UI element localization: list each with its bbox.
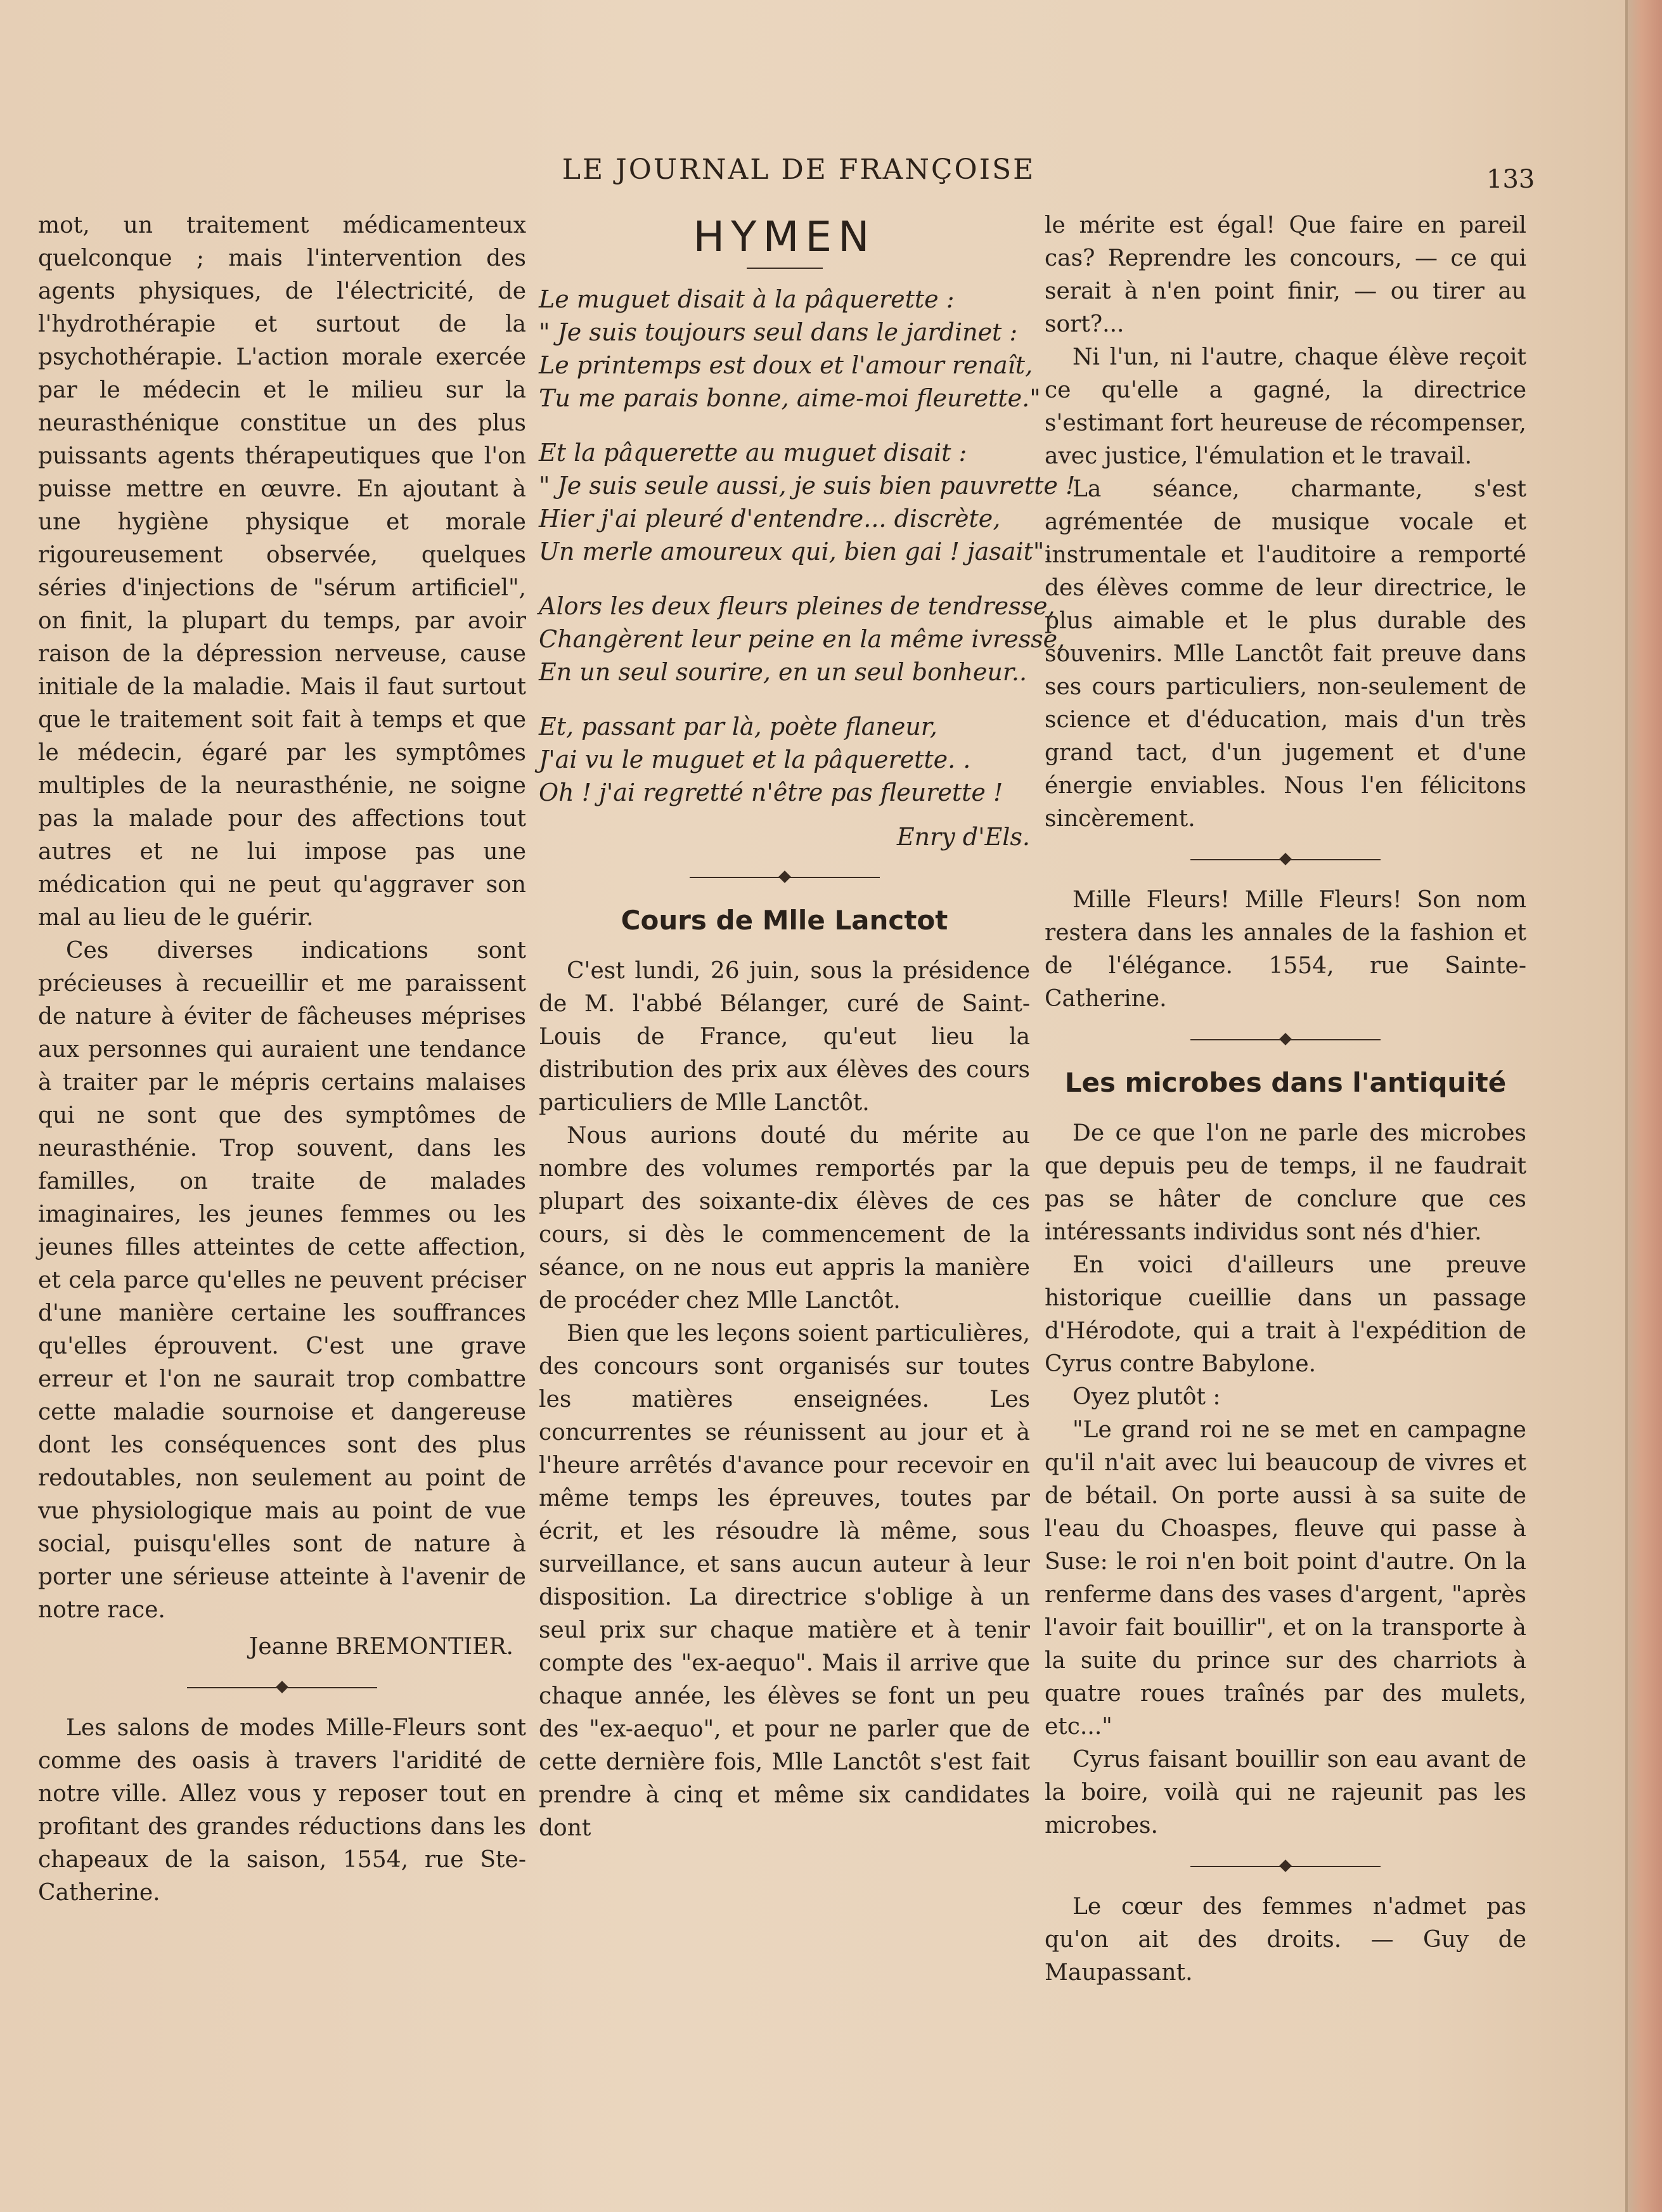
poem-line: Oh ! j'ai regretté n'être pas fleurette ! [539,779,1003,806]
article-paragraph: Cyrus faisant bouillir son eau avant de la boire, voilà qui ne rajeunit pas les microbes. [1045,1747,1526,1839]
article-paragraph: mot, un traitement médicamenteux quelconque ; mais l'intervention des agents physiques, de l'électricité, de l'hydrothérapie et surtout de la psychothérapie. L'action morale exercée par le médecin et le milieu sur la neurasthénique constitue un des plus puissants agents thérapeutiques que l'on puisse mettre en œuvre. En ajoutant à une hygiène physique et morale rigoureusement observée, quelques séries d'injections de "sérum artificiel", on finit, la plupart du temps, par avoir raison de la dépression nerveuse, cause initiale de la maladie. Mais il faut surtout que le traitement soit fait à temps et que le médecin, égaré par les symptômes multiples de la neurasthénie, ne soigne pas la malade pour des affections tout autres et ne lui impose pas une médication qui ne peut qu'aggraver son mal au lieu de le guérir. [38,212,526,931]
poem [539,283,1076,853]
section-heading: Cours de Mlle Lanctot [621,905,948,936]
article-paragraph: Bien que les leçons soient particulières, des concours sont organisés sur toutes les matières enseignées. Les concurrentes se réunissent au jour et à l'heure arrêtés d'avance pour recevoir en même temps les épreuves, toutes par écrit, et les résoudre là même, sous surveillance, et sans aucun auteur à leur disposition. La directrice s'oblige à un seul prix sur chaque matière et à tenir compte des "ex-aequo". Mais il arrive que chaque année, les élèves se font un peu des "ex-aequo", et pour ne parler que de cette dernière fois, Mlle Lanctôt s'est fait prendre à cinq et même six candidates dont [539,1321,1030,1841]
poem-line: Changèrent leur peine en la même ivresse, [539,625,1066,653]
poem-signature: Enry d'Els. [896,823,1030,851]
poem-line: Le muguet disait à la pâquerette : [539,285,955,313]
column-left [38,209,526,1910]
column-middle [539,209,1076,1845]
page-edge [1628,0,1662,2212]
quotation-paragraph: Le cœur des femmes n'admet pas qu'on ait des droits. — Guy de Maupassant. [1045,1894,1526,1986]
poem-line: Alors les deux fleurs pleines de tendresse, [539,592,1055,620]
advertisement-paragraph: Mille Fleurs! Mille Fleurs! Son nom restera dans les annales de la fashion et de l'élégance. 1554, rue Sainte-Catherine. [1045,887,1526,1012]
article-paragraph: Ni l'un, ni l'autre, chaque élève reçoit ce qu'elle a gagné, la directrice s'estimant fort heureuse de récompenser, avec justice, l'émulation et le travail. [1045,344,1526,469]
poem-line: " Je suis toujours seul dans le jardinet : [539,318,1018,346]
page-number: 133 [1486,165,1535,194]
article-paragraph: La séance, charmante, s'est agrémentée de musique vocale et instrumentale et l'auditoire a remporté des élèves comme de leur directrice, le plus aimable et le plus durable des souvenirs. Mlle Lanctôt fait preuve dans ses cours particuliers, non-seulement de science et d'éducation, mais d'un très grand tact, d'un jugement et d'une énergie enviables. Nous l'en félicitons sincèrement. [1045,476,1526,832]
article-paragraph: De ce que l'on ne parle des microbes que depuis peu de temps, il ne faudrait pas se hâter de conclure que ces intéressants individus sont nés d'hier. [1045,1120,1526,1245]
divider-ornament [1045,846,1526,874]
poem-line: Et, passant par là, poète flaneur, [539,713,937,741]
divider-ornament [38,1674,526,1702]
poem-title: HYMEN [693,212,876,261]
article-paragraph: Nous aurions douté du mérite au nombre des volumes remportés par la plupart des soixante-dix élèves de ces cours, si dès le commencement de la séance, on ne nous eut appris la manière de procéder chez Mlle Lanctôt. [539,1123,1030,1314]
poem-line: Le printemps est doux et l'amour renaît, [539,351,1033,379]
poem-line: Un merle amoureux qui, bien gai ! jasait". [539,538,1052,566]
poem-stanza [539,436,1076,568]
article-paragraph: En voici d'ailleurs une preuve historique cueillie dans un passage d'Hérodote, qui a trait à l'expédition de Cyrus contre Babylone. [1045,1252,1526,1377]
article-paragraph: Oyez plutôt : [1073,1384,1221,1410]
advertisement-paragraph: Les salons de modes Mille-Fleurs sont comme des oasis à travers l'aridité de notre ville. Allez vous y reposer tout en profitant des grandes réductions dans les chapeaux de la saison, 1554, rue Ste-Catherine. [38,1715,526,1906]
article-paragraph: C'est lundi, 26 juin, sous la présidence de M. l'abbé Bélanger, curé de Saint-Louis de France, qu'eut lieu la distribution des prix aux élèves des cours particuliers de Mlle Lanctôt. [539,958,1030,1116]
poem-line: J'ai vu le muguet et la pâquerette. . [539,746,971,773]
article-paragraph: Ces diverses indications sont précieuses à recueillir et me paraissent de nature à éviter de fâcheuses méprises aux personnes qui auraient une tendance à traiter par le mépris certains malaises qui ne sont que des symptômes de neurasthénie. Trop souvent, dans les familles, on traite de malades imaginaires, les jeunes femmes ou les jeunes filles atteintes de cette affection, et cela parce qu'elles ne peuvent préciser d'une manière certaine les souffrances qu'elles éprouvent. C'est une grave erreur et l'on ne saurait trop combattre cette maladie sournoise et dangereuse dont les conséquences sont des plus redoutables, non seulement au point de vue physiologique mais au point de vue social, puisqu'elles sont de nature à porter une sérieuse atteinte à l'avenir de notre race. [38,938,526,1623]
article-signature: Jeanne BREMONTIER. [248,1634,513,1660]
column-right [1045,209,1526,1989]
poem-stanza [539,710,1030,809]
poem-stanza [539,283,1041,415]
divider-ornament [1045,1026,1526,1054]
quote-paragraph: "Le grand roi ne se met en campagne qu'il n'ait avec lui beaucoup de vivres et de bétail. On porte aussi à sa suite de l'eau du Choaspes, fleuve qui passe à Suse: le roi n'en boit point d'autre. On la renferme dans des vases d'argent, "après l'avoir fait bouillir", et on la transporte à la suite du prince sur des charriots à quatre roues traînés par des mulets, etc..." [1045,1417,1526,1740]
poem-stanza [539,590,1066,689]
article-paragraph: le mérite est égal! Que faire en pareil cas? Reprendre les concours, — ce qui serait à n'en point finir, — ou tirer au sort?... [1045,212,1526,337]
section-heading: Les microbes dans l'antiquité [1064,1067,1507,1098]
divider-ornament [539,863,1030,891]
poem-line: En un seul sourire, en un seul bonheur.. [539,658,1027,686]
poem-line: Hier j'ai pleuré d'entendre... discrète, [539,505,1001,533]
title-rule [747,268,823,269]
divider-ornament [1045,1853,1526,1880]
poem-line: Tu me parais bonne, aime-moi fleurette." [539,384,1041,412]
poem-line: " Je suis seule aussi, je suis bien pauvrette ! [539,472,1076,500]
journal-title: LE JOURNAL DE FRANÇOISE [562,153,1036,186]
poem-line: Et la pâquerette au muguet disait : [539,439,967,467]
